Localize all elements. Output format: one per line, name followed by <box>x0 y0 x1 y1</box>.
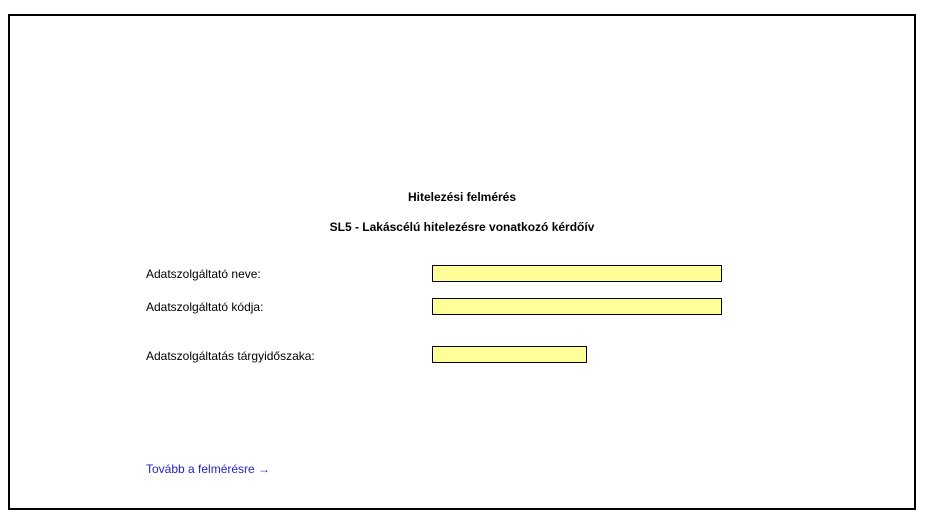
reference-period-input[interactable] <box>432 346 587 363</box>
continue-to-survey-link[interactable]: Tovább a felmérésre → <box>146 462 271 476</box>
questionnaire-subtitle: SL5 - Lakáscélú hitelezésre vonatkozó kérdőív <box>329 220 595 234</box>
provider-code-label: Adatszolgáltató kódja: <box>146 300 264 314</box>
provider-name-input[interactable] <box>432 265 722 282</box>
provider-code-input[interactable] <box>432 298 722 315</box>
page-title: Hitelezési felmérés <box>407 190 517 204</box>
reference-period-label: Adatszolgáltatás tárgyidőszaka: <box>146 349 315 363</box>
survey-sheet <box>8 14 916 510</box>
provider-name-label: Adatszolgáltató neve: <box>146 267 261 281</box>
